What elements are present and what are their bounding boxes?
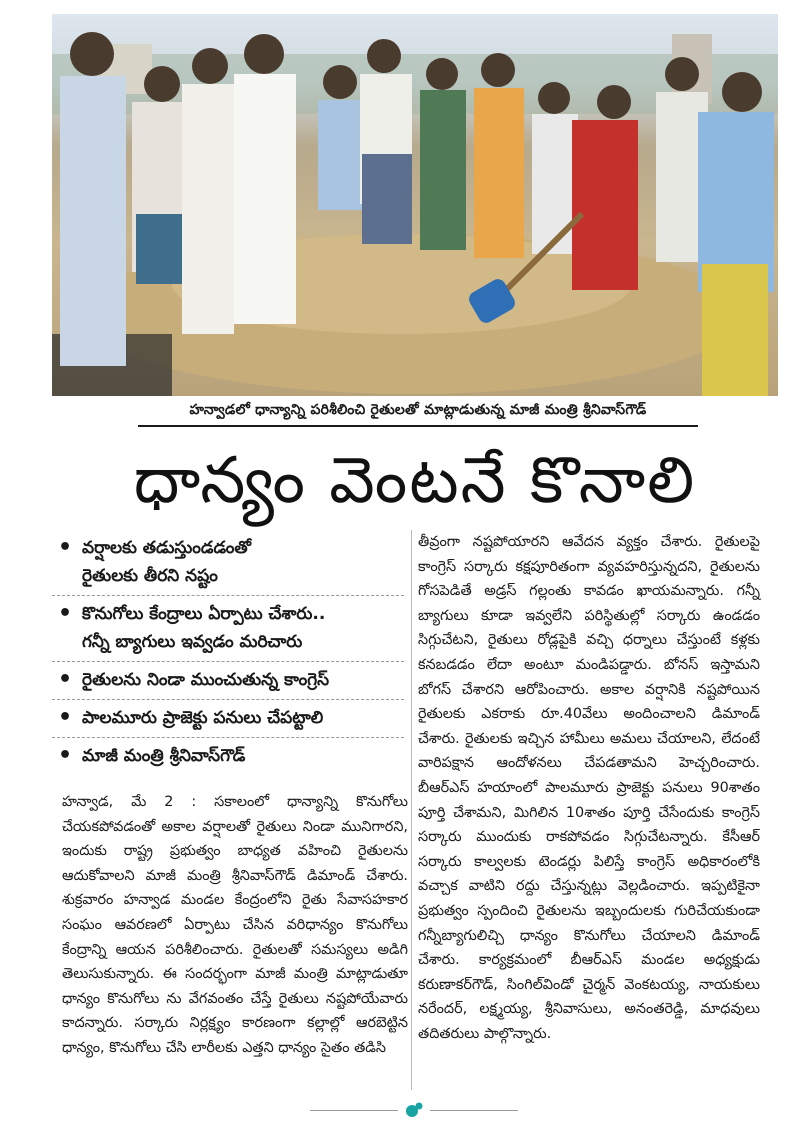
article-body-right: తీవ్రంగా నష్టపోయారని ఆవేదన వ్యక్తం చేశారు. రైతులపై కాంగ్రెస్ సర్కారు కక్షపూరితంగా వ్యవహరిస్తున్నదని, రైతులను గోసపెడితే అడ్రస్ గల్లంతు కావడం ఖాయమన్నారు. గన్నీ బ్యాగులు కూడా ఇవ్వలేని పరిస్థితుల్లో సర్కారు ఉండడం సిగ్గుచేటని, రైతులు రోడ్లపైకి వచ్చి ధర్నాలు చేస్తుంటే కళ్లకు కనబడడం లేదా అంటూ మండిపడ్డారు. బోనస్ ఇస్తామని బోగస్ చేశారని ఆరోపించారు. అకాల వర్షానికి నష్టపోయిన రైతులకు ఎకరాకు రూ.40వేలు అందించాలని డిమాండ్ చేశారు. రైతులకు ఇచ్చిన హామీలు అమలు చేయాలని, లేదంటే వారిపక్షాన ఆందోళనలు చేపడతామని హెచ్చరించారు. బీఆర్ఎస్ హయాంలో పాలమూరు ప్రాజెక్టు పనులు 90శాతం పూర్తి చేశామని, మిగిలిన 10శాతం పూర్తి చేసేందుకు కాంగ్రెస్ సర్కారు ముందుకు రాకపోవడం సిగ్గుచేటన్నారు. కేసీఆర్ సర్కారు కాల్వలకు టెండర్లు పిలిస్తే కాంగ్రెస్ అధికారంలోకి వచ్చాక వాటిని రద్దు చేస్తున్నట్లు వెల్లడించారు. ఇప్పటికైనా ప్రభుత్వం స్పందించి రైతులను ఇబ్బందులకు గురిచేయకుండా గన్నీబ్యాగులిచ్చి ధాన్యం కొనుగోలు చేయాలని డిమాండ్ చేశారు. కార్యక్రమంలో బీఆర్ఎస్ మండల అధ్యక్షుడు కరుణాకర్‌గౌడ్, సింగిల్‌విండో చైర్మన్ వెంకటయ్య, నాయకులు నరేందర్, లక్ష్మయ్య, శ్రీనివాసులు, అనంతరెడ్డి, మాధవులు తదితరులు పాల్గొన్నారు.	[418, 534, 760, 1042]
highlight-line: • మాజీ మంత్రి శ్రీనివాస్‌గౌడ్	[82, 746, 246, 766]
highlight-item	[52, 595, 404, 661]
highlight-item	[52, 737, 404, 775]
photo-caption: హన్వాడలో ధాన్యాన్ని పరిశీలించి రైతులతో మాట్లాడుతున్న మాజీ మంత్రి శ్రీనివాస్‌గౌడ్	[189, 402, 647, 418]
highlight-line: రైతులకు తీరని నష్టం	[82, 566, 218, 586]
news-photo	[52, 14, 778, 396]
column-divider	[411, 530, 412, 1090]
highlight-line: గన్నీ బ్యాగులు ఇవ్వడం మరిచారు	[82, 632, 303, 652]
article-body-left: హన్వాడ, మే 2 : సకాలంలో ధాన్యాన్ని కొనుగోలు చేయకపోవడంతో అకాల వర్షాలతో రైతులు నిండా మునిగారని, ఇందుకు రాష్ట్ర ప్రభుత్వం బాధ్యత వహించి రైతులను ఆదుకోవాలని మాజీ మంత్రి శ్రీనివాస్‌గౌడ్ డిమాండ్ చేశారు. శుక్రవారం హన్వాడ మండల కేంద్రంలోని రైతు సేవాసహకార సంఘం ఆవరణలో ఏర్పాటు చేసిన వరిధాన్యం కొనుగోలు కేంద్రాన్ని ఆయన పరిశీలించారు. రైతులతో సమస్యలు అడిగి తెలుసుకున్నారు. ఈ సందర్భంగా మాజీ మంత్రి మాట్లాడుతూ ధాన్యం కొనుగోలు ను వేగవంతం చేస్తే రైతులు నష్టపోయేవారు కాదన్నారు. సర్కారు నిర్లక్ష్యం కారణంగా కల్లాల్లో ఆరబెట్టిన ధాన్యం, కొనుగోలు చేసి లారీలకు ఎత్తని ధాన్యం సైతం తడిసి	[62, 794, 408, 1056]
highlight-line: • కొనుగోలు కేంద్రాలు ఏర్పాటు చేశారు..	[82, 604, 326, 624]
highlight-line: • వర్షాలకు తడుస్తుండడంతో	[82, 538, 251, 558]
headline: ధాన్యం వెంటనే కొనాలి	[133, 444, 697, 518]
highlight-line: • పాలమూరు ప్రాజెక్టు పనులు చేపట్టాలి	[82, 708, 324, 728]
photo-illustration	[52, 14, 778, 396]
highlight-item	[52, 699, 404, 737]
publication-logo-icon	[404, 1101, 424, 1119]
highlight-item	[52, 661, 404, 699]
highlight-item	[52, 530, 404, 595]
footer-divider	[430, 1110, 518, 1111]
highlights-list	[52, 530, 404, 775]
highlight-line: • రైతులను నిండా ముంచుతున్న కాంగ్రెస్	[82, 670, 330, 690]
footer-divider	[310, 1110, 398, 1111]
caption-divider	[138, 425, 698, 427]
